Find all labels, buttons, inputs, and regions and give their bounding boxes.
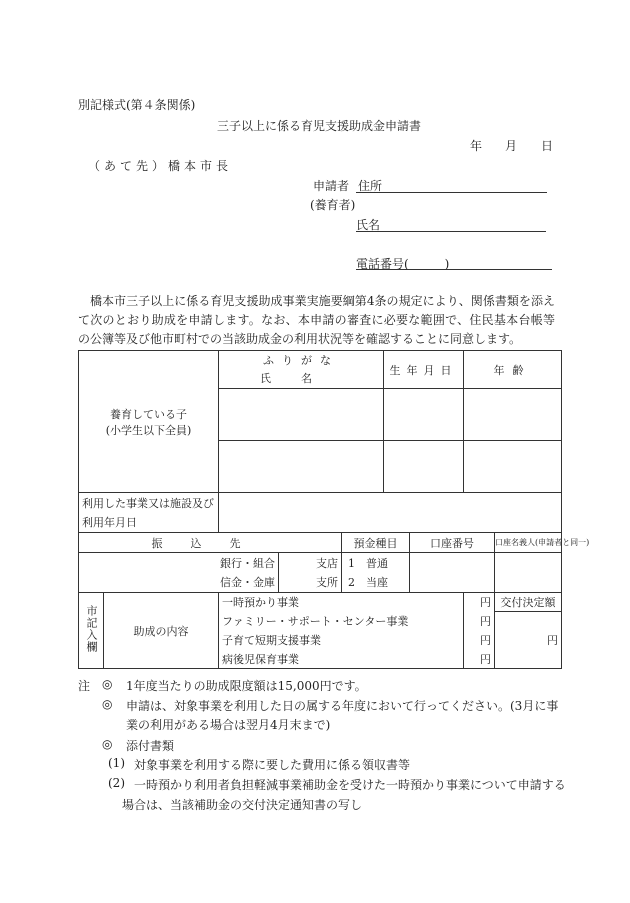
note-mark-2: ◎ [102,697,113,711]
form-label: 別記様式(第４条関係) [78,98,196,112]
furigana-label: ふりがな [263,353,340,367]
service-4: 病後児保育事業 [219,650,464,669]
service-1: 一時預かり事業 [219,593,464,612]
name-field[interactable] [356,231,546,232]
note-timing-1: 申請は、対象事業を利用した日の属する年度において行ってください。(3月に事 [126,699,559,713]
attach-2-a: 一時預かり利用者負担軽減事業補助金を受けた一時預かり事業について申請する [134,778,566,792]
branch2-label: 支所 [316,575,338,589]
service-2-yen[interactable]: 円 [464,612,495,631]
date-year: 年 [470,139,483,153]
note-mark-1: ◎ [102,677,113,691]
facility-label: 利用した事業又は施設及び利用年月日 [79,493,219,533]
decision-amount[interactable]: 円 [495,612,562,669]
service-2: ファミリー・サポート・センター事業 [219,612,464,631]
address-label: 住所 [358,179,383,193]
subsidy-label: 助成の内容 [104,593,219,669]
note-mark-3: ◎ [102,737,113,751]
service-1-yen[interactable]: 円 [464,593,495,612]
attach-heading: 添付書類 [126,739,175,753]
date-day: 日 [541,139,554,153]
phone-field[interactable] [356,269,552,270]
date-month: 月 [505,139,518,153]
child-name-cell[interactable] [219,441,384,493]
attach-1-no: (1) [108,756,125,770]
branch-label: 支店 [316,556,338,570]
service-3-yen[interactable]: 円 [464,631,495,650]
child-sublabel: (小学生以下全員) [105,423,192,437]
child-label-cell [79,351,219,493]
addressee: （あて先）橋本市長 [88,159,233,173]
child-age-cell[interactable] [464,441,562,493]
child-name-header: 氏名 [260,371,343,385]
address-field[interactable] [356,192,547,193]
account-holder-cell[interactable] [495,553,562,593]
application-table [78,350,590,669]
bank-cell[interactable] [79,553,279,593]
account-no-cell[interactable] [410,553,495,593]
deposit-type-cell[interactable] [342,553,410,593]
account-holder-header: 口座名義人(申請者と同一) [495,533,562,553]
applicant-label: 申請者 [313,179,350,193]
child-age-cell[interactable] [464,389,562,441]
name-label: 氏名 [356,218,381,232]
current-option[interactable]: 2 当座 [348,575,388,589]
birthdate-header: 生年月日 [384,351,464,389]
child-label: 養育している子 [110,407,187,421]
service-4-yen[interactable]: 円 [464,650,495,669]
child-birthdate-cell[interactable] [384,441,464,493]
branch-cell[interactable] [279,553,342,593]
guardian-label: (養育者) [310,198,356,212]
page-title: 三子以上に係る育児支援助成金申請書 [217,119,422,133]
city-column-label: 市記入欄 [85,605,98,653]
service-3: 子育て短期支援事業 [219,631,464,650]
note-limit: 1年度当たりの助成限度額は15,000円です。 [126,679,367,693]
furigana-name-header [219,351,384,389]
credit-label: 信金・金庫 [220,575,275,589]
age-header: 年齢 [464,351,562,389]
attach-1: 対象事業を利用する際に要した費用に係る領収書等 [134,758,411,772]
facility-cell[interactable] [219,493,562,533]
note-timing-2: 業の利用がある場合は翌月4月末まで) [126,718,331,732]
note-label: 注 [78,679,91,693]
intro-text: 橋本市三子以上に係る育児支援助成事業実施要綱第4条の規定により、関係書類を添えて次のとおり助成を申請します。なお、本申請の審査に必要な範囲で、住民基本台帳等の公簿等及び他市町村での当該助成金の利用状況等を確認することに同意します。 [78,294,555,346]
decision-header: 交付決定額 [495,593,562,612]
child-birthdate-cell[interactable] [384,389,464,441]
bank-label: 銀行・組合 [220,556,275,570]
transfer-header: 振込先 [79,533,342,553]
child-name-cell[interactable] [219,389,384,441]
deposit-type-header: 預金種目 [342,533,410,553]
phone-label: 電話番号( ) [356,257,450,271]
ordinary-option[interactable]: 1 普通 [348,556,388,570]
attach-2-b: 場合は、当該補助金の交付決定通知書の写し [122,798,363,812]
attach-2-no: (2) [108,776,125,790]
city-column-cell [79,593,104,669]
account-no-header: 口座番号 [410,533,495,553]
